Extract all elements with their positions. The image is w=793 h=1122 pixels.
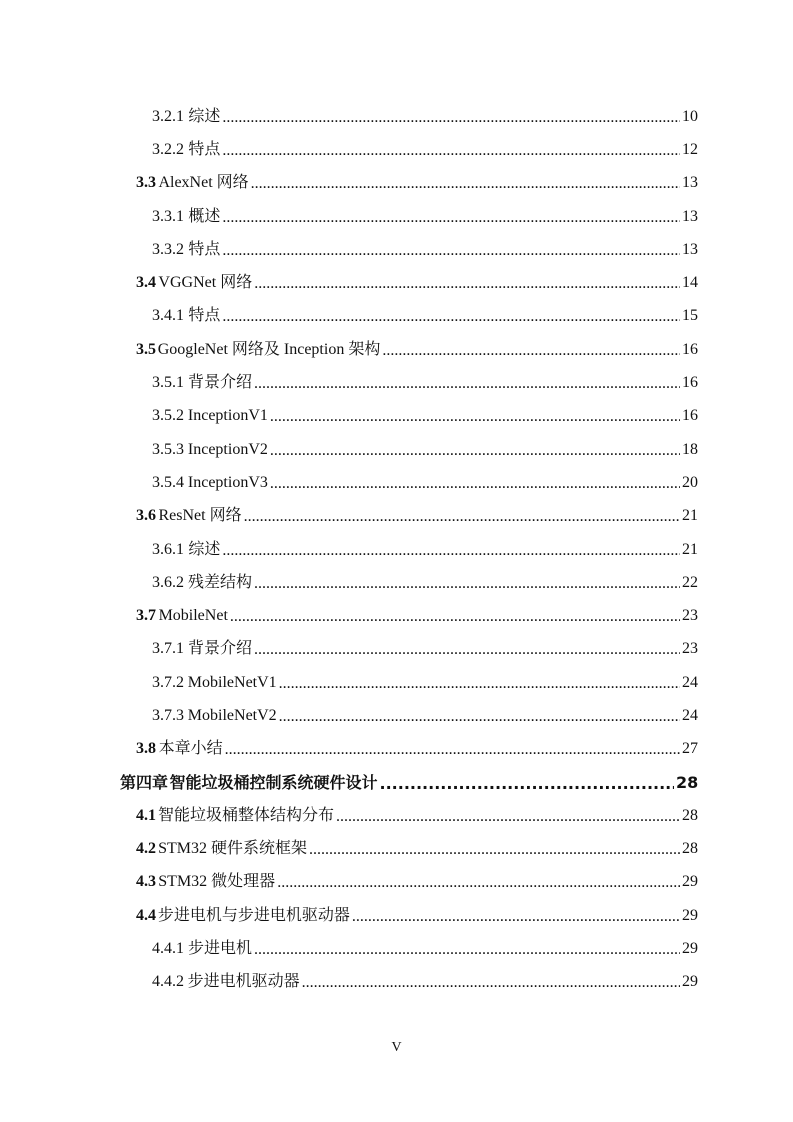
toc-entry-page: 29 [682,906,698,924]
toc-entry[interactable] [0,133,793,166]
toc-entry[interactable] [0,866,793,899]
toc-entry[interactable] [0,433,793,466]
toc-entry-number: 3.8 [136,740,156,758]
toc-entry-page: 10 [682,107,698,125]
toc-entry-page: 23 [682,640,698,658]
toc-entry-title: InceptionV3 [187,473,268,491]
toc-entry-title: GoogleNet 网络及 Inception 架构 [157,340,381,358]
toc-entry[interactable] [0,100,793,133]
toc-entry-title: 步进电机与步进电机驱动器 [157,906,350,924]
toc-entry-page: 28 [682,806,698,824]
toc-entry-number: 3.6 [136,507,156,525]
toc-entry-number: 4.4 [136,906,156,924]
toc-entry-page: 22 [682,573,698,591]
toc-entry-title: 背景介绍 [188,374,253,392]
toc-entry-title: 概述 [188,207,221,225]
toc-entry-number: 3.5.4 [152,473,184,491]
toc-entry-page: 20 [682,473,698,491]
toc-entry[interactable] [0,167,793,200]
toc-entry[interactable] [0,400,793,433]
toc-entry[interactable] [0,333,793,366]
toc-entry-title: 特点 [188,240,221,258]
toc-entry-number: 3.5.3 [152,440,184,458]
toc-entry-number: 4.2 [136,840,156,858]
toc-entry-title: MobileNetV2 [187,706,277,724]
toc-entry-title: 步进电机 [188,940,253,958]
page-number: V [391,1040,402,1055]
toc-entry[interactable] [0,466,793,499]
toc-entry-page: 28 [676,772,699,792]
toc-dot-leader [277,875,680,891]
toc-entry[interactable] [0,366,793,399]
toc-entry-page: 13 [682,240,698,258]
toc-entry-title: MobileNetV1 [187,673,277,691]
toc-dot-leader [254,276,680,292]
toc-entry-title: InceptionV2 [187,440,268,458]
toc-entry-number: 3.7.2 [152,673,184,691]
toc-entry-page: 18 [682,440,698,458]
toc-entry-title: 智能垃圾桶整体结构分布 [157,806,334,824]
toc-dot-leader [270,409,680,425]
toc-entry-title: 特点 [188,140,221,158]
toc-entry-page: 24 [682,706,698,724]
toc-entry-page: 29 [682,940,698,958]
toc-entry-number: 3.3.2 [152,240,184,258]
toc-entry-number: 3.6.1 [152,540,184,558]
toc-dot-leader [222,309,680,325]
toc-entry[interactable] [0,899,793,932]
toc-dot-leader [244,509,680,525]
toc-entry[interactable] [0,833,793,866]
toc-entry[interactable] [0,300,793,333]
toc-dot-leader [336,809,680,825]
toc-entry-title: 综述 [188,107,221,125]
toc-dot-leader [279,676,680,692]
toc-entry-title: 背景介绍 [188,640,253,658]
toc-entry-page: 28 [682,840,698,858]
toc-entry[interactable] [0,799,793,832]
toc-dot-leader [222,110,680,126]
toc-dot-leader [222,210,680,226]
toc-dot-leader [222,143,680,159]
toc-dot-leader [254,576,680,592]
toc-entry-title: STM32 硬件系统框架 [158,840,308,858]
toc-entry-page: 16 [682,340,698,358]
toc-dot-leader [380,776,675,792]
toc-entry[interactable] [0,932,793,965]
toc-entry-number: 3.3.1 [152,207,184,225]
toc-entry-page: 29 [682,873,698,891]
toc-entry-title: ResNet 网络 [158,507,242,525]
toc-dot-leader [251,176,680,192]
toc-entry[interactable] [0,733,793,766]
toc-entry-number: 第四章 [120,772,169,792]
toc-dot-leader [230,609,680,625]
toc-dot-leader [352,909,680,925]
toc-entry[interactable] [0,500,793,533]
toc-entry-number: 3.2.1 [152,107,184,125]
toc-entry[interactable] [0,533,793,566]
toc-entry[interactable] [0,599,793,632]
toc-entry-page: 13 [682,174,698,192]
toc-entry-title: 综述 [188,540,221,558]
toc-entry[interactable] [0,633,793,666]
toc-entry-page: 16 [682,407,698,425]
toc-entry-number: 3.4.1 [152,307,184,325]
toc-entry-page: 13 [682,207,698,225]
toc-entry-number: 3.5 [136,340,156,358]
toc-entry-number: 3.7.1 [152,640,184,658]
toc-entry[interactable] [0,200,793,233]
toc-entry-number: 4.4.1 [152,940,184,958]
toc-entry-title: STM32 微处理器 [158,873,276,891]
toc-entry-title: 步进电机驱动器 [187,973,300,991]
toc-entry-title: 特点 [188,307,221,325]
toc-entry-number: 3.6.2 [152,573,184,591]
toc-entry-number: 3.5.2 [152,407,184,425]
toc-entry-title: 本章小结 [158,740,223,758]
toc-entry-page: 29 [682,973,698,991]
toc-entry-page: 27 [682,740,698,758]
toc-entry-number: 3.7 [136,607,156,625]
toc-entry-title: InceptionV1 [187,407,268,425]
toc-entry[interactable] [0,566,793,599]
toc-entry-page: 21 [682,507,698,525]
toc-entry-page: 12 [682,140,698,158]
toc-entry-title: 残差结构 [188,573,253,591]
toc-entry-page: 15 [682,307,698,325]
table-of-contents [0,100,793,999]
toc-entry-number: 3.3 [136,174,156,192]
toc-dot-leader [382,343,680,359]
toc-dot-leader [270,476,680,492]
toc-entry-title: MobileNet [158,607,228,625]
toc-entry-title: AlexNet 网络 [158,174,249,192]
toc-dot-leader [270,443,680,459]
toc-entry[interactable] [0,666,793,699]
toc-dot-leader [254,642,680,658]
toc-entry[interactable] [0,766,793,799]
toc-entry-title: VGGNet 网络 [158,274,253,292]
toc-entry-number: 3.4 [136,274,156,292]
toc-entry-number: 4.3 [136,873,156,891]
toc-entry-page: 16 [682,374,698,392]
toc-dot-leader [222,543,680,559]
toc-entry-page: 23 [682,607,698,625]
toc-entry[interactable] [0,699,793,732]
toc-entry[interactable] [0,966,793,999]
toc-entry-number: 3.2.2 [152,140,184,158]
toc-dot-leader [254,942,680,958]
toc-entry-page: 24 [682,673,698,691]
toc-entry-number: 4.4.2 [152,973,184,991]
toc-dot-leader [222,243,680,259]
toc-entry-title: 智能垃圾桶控制系统硬件设计 [169,772,378,792]
toc-dot-leader [279,709,680,725]
toc-entry-number: 3.5.1 [152,374,184,392]
toc-dot-leader [225,742,680,758]
toc-entry-number: 3.7.3 [152,706,184,724]
toc-dot-leader [302,975,680,991]
toc-entry[interactable] [0,233,793,266]
toc-entry-page: 21 [682,540,698,558]
toc-dot-leader [254,376,680,392]
toc-dot-leader [309,842,680,858]
toc-entry-number: 4.1 [136,806,156,824]
toc-entry[interactable] [0,266,793,299]
toc-entry-page: 14 [682,274,698,292]
